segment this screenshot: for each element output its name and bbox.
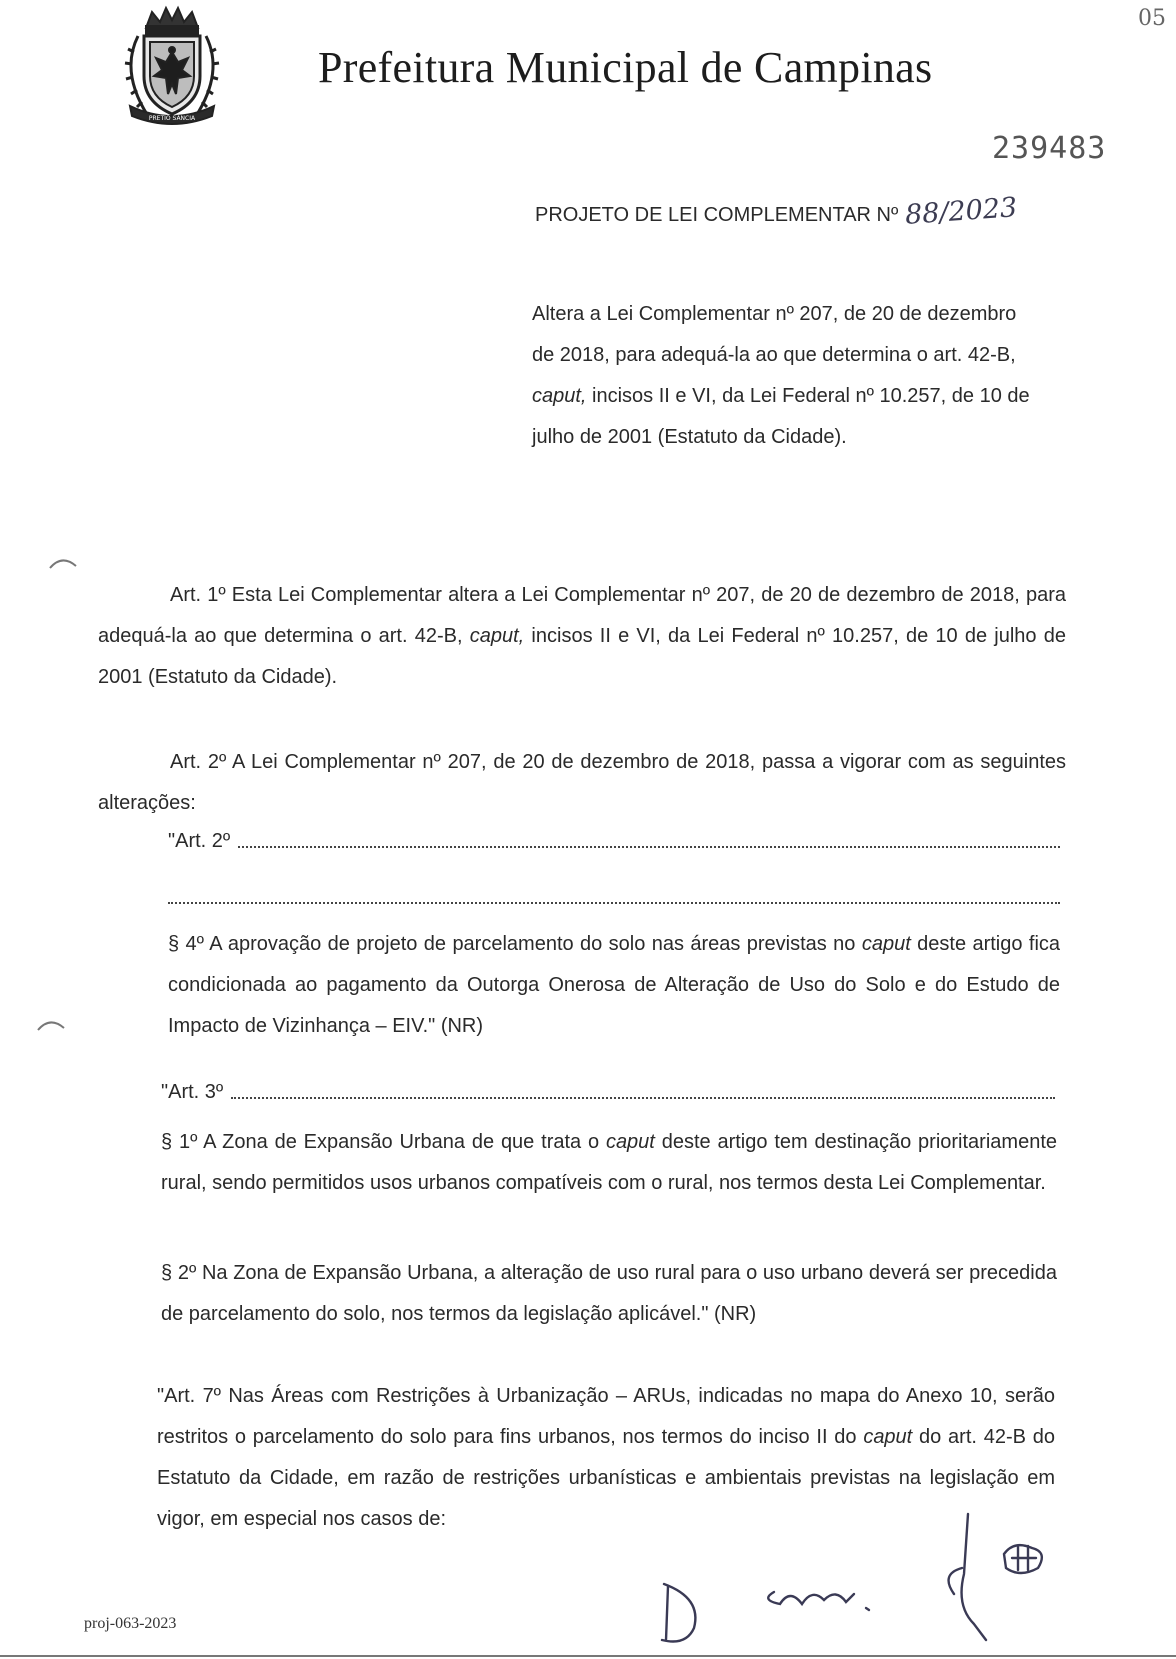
article-1: Art. 1º Esta Lei Complementar altera a Lei Complementar nº 207, de 20 de dezembro de 2018, para adequá-la ao que determina o art. 42-B, caput, incisos II e VI, da Lei Federal nº 10.257, de 10 de julho de 2001 (Estatuto da Cidade). [98,584,1067,688]
summary-line: Altera a Lei Complementar nº 207, de 20 de dezembro [532,303,1017,325]
bill-summary [532,294,1072,458]
paragraph-2: § 2º Na Zona de Expansão Urbana, a alteração de uso rural para o uso urbano deverá ser precedida de parcelamento do solo, nos termos da legislação aplicável." (NR) [161,1262,1057,1325]
corner-page-mark: 05 [1138,6,1166,31]
dotted-leader [231,1096,1055,1099]
paragraph-1: § 1º A Zona de Expansão Urbana de que trata o caput deste artigo tem destinação prioritariamente rural, sendo permitidos usos urbanos compatíveis com o rural, nos termos desta Lei Complementar. [161,1131,1057,1194]
dotted-omission-line [168,872,1060,904]
handwritten-signatures [640,1508,1120,1648]
quoted-article-2-heading [168,826,1060,856]
paragraph-4: § 4º A aprovação de projeto de parcelamento do solo nas áreas previstas no caput deste artigo fica condicionada ao pagamento da Outorga Onerosa de Alteração de Uso do Solo e do Estudo de Impacto de Vizinhança – EIV." (NR) [168,933,1061,1037]
summary-line: julho de 2001 (Estatuto da Cidade). [532,426,847,448]
protocol-number-stamp: 239483 [992,131,1107,166]
italic-term: caput, [532,385,587,407]
coat-motto: PRETIO SANCIA [148,115,196,122]
summary-line [532,376,1072,417]
italic-term: caput [861,933,911,955]
quoted-article-label: "Art. 3º [161,1081,224,1103]
italic-term: caput, [469,625,525,647]
summary-text: incisos II e VI, da Lei Federal nº 10.257, de 10 de [586,385,1030,407]
summary-line: de 2018, para adequá-la ao que determina o art. 42-B, [532,344,1016,366]
city-hall-name: Prefeitura Municipal de Campinas [318,43,933,92]
punch-hole-mark [36,1018,66,1032]
document-reference: proj-063-2023 [84,1615,177,1632]
scan-edge-line [0,1655,1176,1657]
article-2: Art. 2º A Lei Complementar nº 207, de 20 de dezembro de 2018, passa a vigorar com as seguintes alterações: [98,751,1066,814]
quoted-article-3-heading [161,1077,1055,1107]
italic-term: caput [863,1426,913,1448]
dotted-leader [238,845,1060,848]
bill-title: PROJETO DE LEI COMPLEMENTAR Nº [535,204,899,226]
coat-of-arms-emblem [108,2,236,130]
punch-hole-mark [48,556,78,570]
quoted-article-label: "Art. 2º [168,830,231,852]
italic-term: caput [605,1131,655,1153]
quoted-article-7: "Art. 7º Nas Áreas com Restrições à Urbanização – ARUs, indicadas no mapa do Anexo 10, serão restritos o parcelamento do solo para fins urbanos, nos termos do inciso II do caput do art. 42-B do Estatuto da Cidade, em razão de restrições urbanísticas e ambientais previstas na legislação em vigor, em especial nos casos de: [157,1385,1055,1530]
handwritten-bill-number: 88/2023 [904,192,1019,231]
